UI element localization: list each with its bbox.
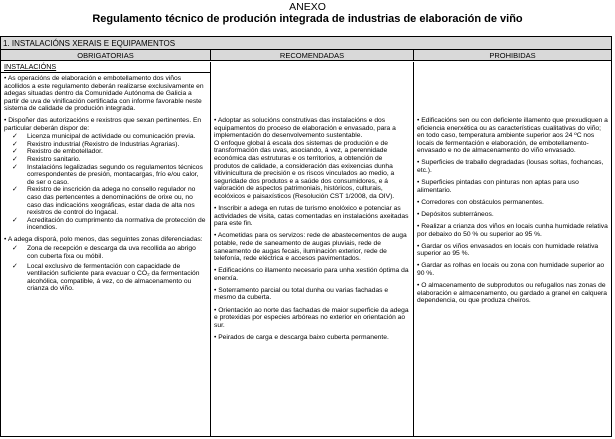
recommended-item: • Adoptar as solucións construtivas das instalacións e dos equipamentos do proceso de elaboración e envasado, para a implementación do desenvolvemento sustentable. bbox=[214, 117, 396, 140]
checklist-item: ✓ Acreditación do cumprimento da normativa de protección de incendios. bbox=[12, 217, 207, 232]
installations-subheading: INSTALACIÓNS bbox=[1, 62, 210, 73]
prohibited-item: • Superficies pintadas con pinturas non aptas para uso alimentario. bbox=[417, 179, 579, 194]
prohibited-item: • Superficies de traballo degradadas (lousas soltas, fochancas, etc.). bbox=[417, 159, 604, 175]
prohibited-item: • O almacenamento de subprodutos ou refugallos nas zonas de elaboración e almacenamento, ou gardado a granel en calquera dependencia, ou que produza cheiros. bbox=[417, 282, 607, 305]
prohibited-item: • Depósitos subterráneos. bbox=[417, 210, 494, 218]
document-title: Regulamento técnico de produción integrada de industrias de elaboración de viño bbox=[92, 13, 523, 25]
recommended-item: • Edificacións co illamento necesario para unha xestión óptima da enerxía. bbox=[214, 267, 409, 282]
checklist-item: ✓ Rexistro sanitario. bbox=[12, 156, 207, 164]
prohibited-item: • Corredores con obstáculos permanentes. bbox=[417, 198, 544, 206]
checklist-item: ✓ Rexistro industrial (Rexistro de Industrias Agrarias). bbox=[12, 141, 207, 149]
obligatory-column bbox=[1, 62, 211, 436]
prohibited-item: • Edificacións sen ou con deficiente illamento que prexudiquen a eficiencia enerxética ou as características cualitativas do viño; en todo caso, temperatura ambiente superior aos 24 ºC nos locais de fermentación e elaboración, de embotellamento-envasado e no de almacenamento do viño envasado. bbox=[417, 117, 608, 155]
recommended-item: • Inscribir a adega en rutas de turismo enolóxico e potenciar as actividades de visita, catas comentadas en instalacións axeitadas para este fin. bbox=[214, 205, 409, 228]
recommended-item: • Orientación ao norte das fachadas de maior superficie da adega e protexidas por especies arbóreas no exterior en orientación ao sur. bbox=[214, 306, 409, 329]
zone-item: ✓ Zona de recepción e descarga da uva recollida ao abrigo con cuberta fixa ou móbil. bbox=[12, 245, 207, 260]
recommended-item: • Soterramento parcial ou total dunha ou varias fachadas e mesmo da cuberta. bbox=[214, 286, 389, 302]
obligatory-paragraph: • Dispoñer das autorizacións e rexistros que sexan pertinentes. En particular deberán dispor de: bbox=[4, 116, 202, 132]
recommended-item: • Acometidas para os servizos: rede de abastecementos de auga potable, rede de saneamento de augas pluviais, rede de saneamento de augas fecais, iluminación exterior, rede de telefonía, rede eléctrica e accesos pavimentados. bbox=[214, 232, 407, 263]
obligatory-paragraph: • A adega disporá, polo menos, das seguintes zonas diferenciadas: bbox=[4, 235, 203, 243]
prohibited-column bbox=[414, 62, 611, 436]
regulation-table bbox=[0, 36, 612, 437]
column-header-obligatory: OBRIGATORIAS bbox=[1, 50, 211, 61]
recommended-item: O enfoque global á escala dos sistemas de produción e de transformación das uvas, asociando, á vez, a perennidade económica das estruturas e os territorios, a obtención de produtos de calidade, a consideración das exixencias dunha vitivinicultura de precisión e os riscos vinculados ao medio, a seguridade dos produtos e a saúde dos consumidores, e á valoración de aspectos patrimoniais, históricos, culturais, ecolóxicos e paisaxísticos (Resolución CST 1/2008, da OIV). bbox=[214, 139, 395, 200]
prohibited-item: • Gardar as rolhas en locais ou zona con humidade superior ao 90 %. bbox=[417, 262, 605, 277]
checklist-item: ✓ Rexistro de inscrición da adega no consello regulador no caso das pertencentes a denominacións de orixe ou, no caso das indicacións xeográficas, estar dada de alta nos rexistros de control do Ingacal. bbox=[12, 186, 207, 216]
checklist-item: ✓ Rexistro de embotellador. bbox=[12, 148, 207, 156]
column-header-prohibited: PROHIBIDAS bbox=[414, 50, 611, 61]
obligatory-paragraph: • As operacións de elaboración e embotellamento dos viños acollidos a este regulamento deberán realizarse exclusivamente en adegas situadas dentro da Comunidade Autónoma de Galicia a partir de uva de vinificación certificada con informe favorable neste sistema de calidade de produción integrada. bbox=[4, 75, 204, 113]
prohibited-item: • Realizar a crianza dos viños en locais cunha humidade relativa por debaixo do 50 % ou superior ao 95 %. bbox=[417, 223, 608, 238]
zone-item: ✓ Local exclusivo de fermentación con capacidade de ventilación suficiente para evacuar o CO₂ da fermentación alcohólica, compatible, á vez, co de almacenamento ou crianza do viño. bbox=[12, 263, 207, 293]
checklist-item: ✓ Instalacións legalizadas segundo os regulamentos técnicos correspondentes de presión, montacargas, frío e/ou calor, de ser o caso. bbox=[12, 164, 207, 187]
column-header-recommended: RECOMENDADAS bbox=[211, 50, 414, 61]
checklist-item: ✓ Licenza municipal de actividade ou comunicación previa. bbox=[12, 133, 207, 141]
section-heading: 1. INSTALACIÓNS XERAIS E EQUIPAMENTOS bbox=[1, 37, 611, 50]
recommended-item: • Peirados de carga e descarga baixo cuberta permanente. bbox=[214, 333, 389, 341]
recommended-column bbox=[211, 62, 414, 436]
annex-label: ANEXO bbox=[289, 1, 326, 13]
prohibited-item: • Gardar os viños envasados en locais con humidade relativa superior ao 95 %. bbox=[417, 242, 599, 258]
